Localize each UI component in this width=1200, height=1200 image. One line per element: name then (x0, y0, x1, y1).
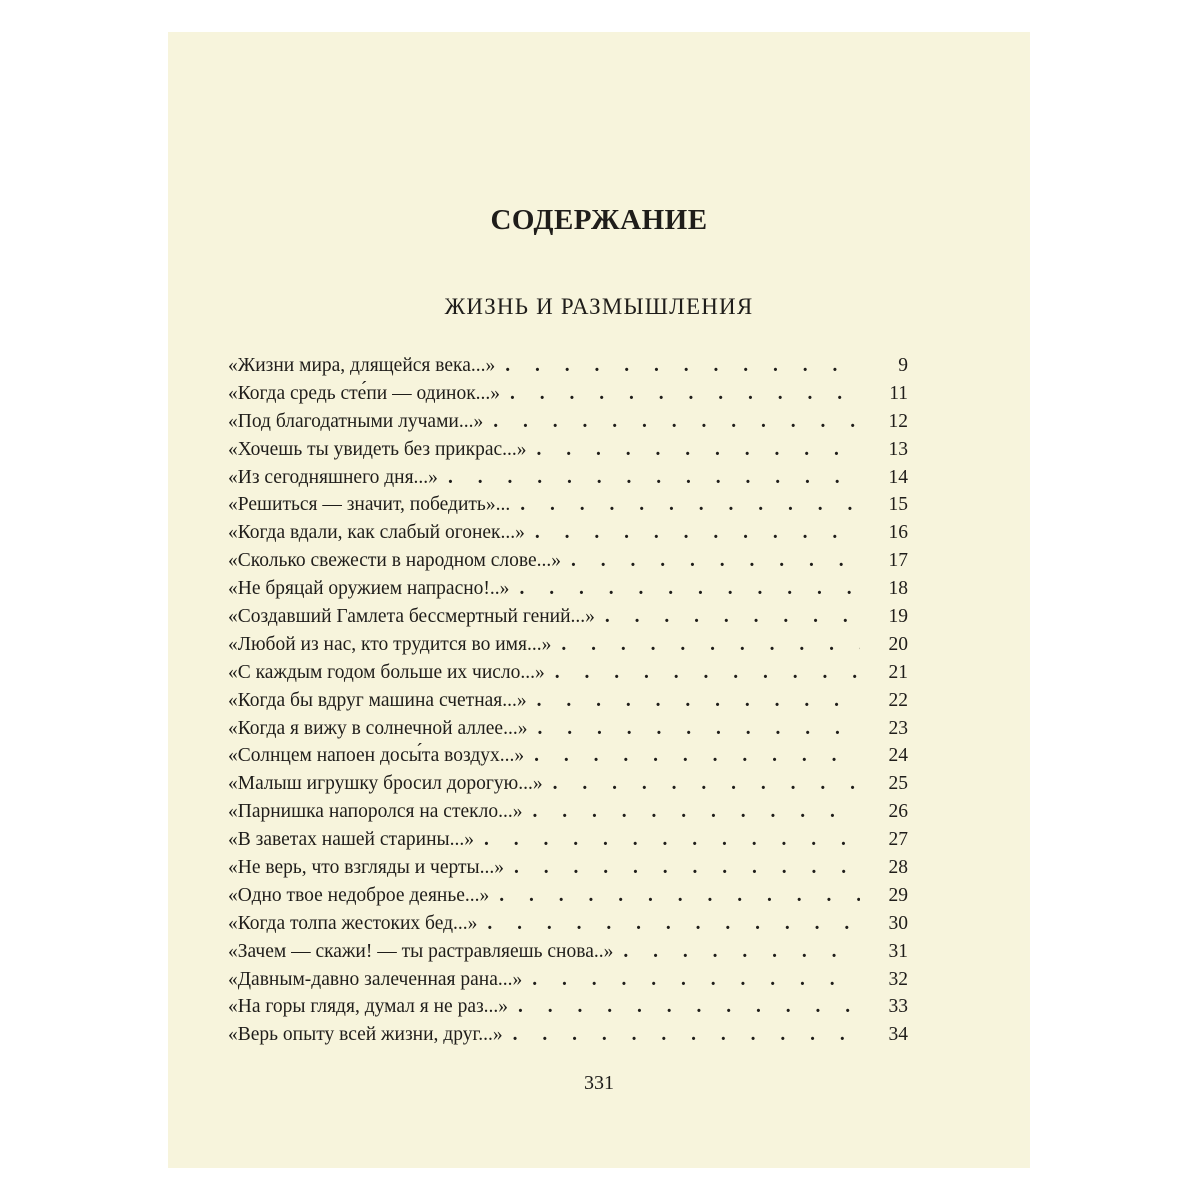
toc-entry (228, 659, 908, 687)
toc-entry (228, 1021, 908, 1049)
toc-entry-page: 14 (888, 466, 908, 488)
toc-entry (228, 547, 908, 575)
toc-entry (228, 715, 908, 743)
dot-leader (510, 380, 860, 408)
toc-entry-title: «Давным-давно залеченная рана...» (228, 968, 523, 990)
toc-entry-page: 34 (888, 1024, 908, 1046)
dot-leader (518, 993, 860, 1021)
toc-entry-title: «Когда бы вдруг машина счетная...» (228, 689, 527, 711)
dot-leader (532, 966, 860, 994)
toc-entry-title: «Любой из нас, кто трудится во имя...» (228, 633, 552, 655)
dot-leader (555, 659, 860, 687)
toc-entry-title: «Из сегодняшнего дня...» (228, 466, 438, 488)
toc-entry (228, 464, 908, 492)
page-title: СОДЕРЖАНИЕ (490, 204, 708, 236)
toc-entry-page: 19 (888, 606, 908, 628)
toc-entry (228, 882, 908, 910)
toc-entry (228, 798, 908, 826)
toc-entry-page: 11 (889, 382, 908, 404)
dot-leader (499, 882, 860, 910)
dot-leader (605, 603, 860, 631)
toc-entry-page: 30 (888, 912, 908, 934)
toc-entry-title: «Создавший Гамлета бессмертный гений...» (228, 606, 595, 628)
dot-leader (537, 687, 860, 715)
toc-entry-title: «С каждым годом больше их число...» (228, 661, 545, 683)
toc-entry-page: 21 (888, 661, 908, 683)
dot-leader (537, 436, 860, 464)
toc-entry-title: «Сколько свежести в народном слове...» (228, 550, 562, 572)
toc-list (228, 352, 908, 1049)
dot-leader (505, 352, 860, 380)
toc-entry-page: 27 (888, 829, 908, 851)
toc-entry-title: «Солнцем напоен досы́та воздух...» (228, 745, 525, 767)
toc-entry-page: 28 (888, 857, 908, 879)
toc-entry (228, 631, 908, 659)
toc-entry-title: «Когда я вижу в солнечной аллее...» (228, 717, 528, 739)
dot-leader (561, 631, 860, 659)
dot-leader (534, 742, 860, 770)
dot-leader (623, 938, 860, 966)
dot-leader (514, 854, 860, 882)
toc-entry-title: «Хочешь ты увидеть без прикрас...» (228, 438, 527, 460)
toc-entry-title: «Не бряцай оружием напрасно!..» (228, 578, 510, 600)
toc-entry-title: «Зачем — скажи! — ты растравляешь снова..» (228, 940, 614, 962)
toc-entry-title: «В заветах нашей старины...» (228, 829, 475, 851)
dot-leader (493, 408, 860, 436)
dot-leader (553, 770, 860, 798)
toc-entry (228, 770, 908, 798)
toc-entry-page: 31 (888, 940, 908, 962)
toc-entry-page: 18 (888, 578, 908, 600)
toc-entry (228, 436, 908, 464)
section-heading: ЖИЗНЬ И РАЗМЫШЛЕНИЯ (444, 294, 754, 319)
book-page (168, 32, 1030, 1168)
toc-entry (228, 966, 908, 994)
toc-entry-page: 17 (888, 550, 908, 572)
toc-entry-title: «Жизни мира, длящейся века...» (228, 355, 496, 376)
toc-entry-page: 16 (888, 522, 908, 544)
toc-entry-page: 24 (888, 745, 908, 767)
toc-entry-page: 32 (888, 968, 908, 990)
toc-entry-title: «Одно твое недоброе деянье...» (228, 884, 490, 906)
dot-leader (535, 519, 860, 547)
toc-entry-page: 9 (898, 355, 908, 376)
toc-entry-page: 20 (888, 633, 908, 655)
toc-entry-page: 13 (888, 438, 908, 460)
toc-entry-page: 33 (888, 996, 908, 1018)
toc-entry (228, 938, 908, 966)
toc-entry (228, 352, 908, 380)
toc-entry-title: «На горы глядя, думал я не раз...» (228, 996, 509, 1018)
dot-leader (484, 826, 860, 854)
dot-leader (520, 491, 860, 519)
toc-entry (228, 603, 908, 631)
toc-entry-page: 12 (888, 410, 908, 432)
toc-entry-page: 26 (888, 801, 908, 823)
toc-entry (228, 854, 908, 882)
toc-entry (228, 687, 908, 715)
toc-entry-title: «Когда толпа жестоких бед...» (228, 912, 478, 934)
toc-entry (228, 993, 908, 1021)
page-number: 331 (584, 1072, 614, 1094)
toc-entry (228, 575, 908, 603)
toc-entry (228, 742, 908, 770)
dot-leader (519, 575, 860, 603)
toc-entry (228, 826, 908, 854)
toc-entry-page: 29 (888, 884, 908, 906)
toc-entry-page: 23 (888, 717, 908, 739)
toc-entry-title: «Малыш игрушку бросил дорогую...» (228, 773, 543, 795)
dot-leader (571, 547, 860, 575)
toc-entry-title: «Верь опыту всей жизни, друг...» (228, 1024, 503, 1046)
toc-entry (228, 408, 908, 436)
toc-entry (228, 491, 908, 519)
toc-entry (228, 519, 908, 547)
toc-entry-title: «Когда средь сте́пи — одинок...» (228, 382, 501, 404)
toc-entry-page: 22 (888, 689, 908, 711)
dot-leader (487, 910, 860, 938)
toc-entry-title: «Не верь, что взгляды и черты...» (228, 857, 504, 879)
dot-leader (537, 715, 860, 743)
toc-entry (228, 910, 908, 938)
dot-leader (448, 464, 860, 492)
toc-entry (228, 380, 908, 408)
toc-entry-page: 15 (888, 494, 908, 516)
dot-leader (513, 1021, 860, 1049)
toc-entry-title: «Когда вдали, как слабый огонек...» (228, 522, 525, 544)
dot-leader (532, 798, 860, 826)
toc-entry-title: «Под благодатными лучами...» (228, 410, 484, 432)
toc-entry-title: «Решиться — значит, победить»... (228, 494, 511, 516)
toc-entry-title: «Парнишка напоролся на стекло...» (228, 801, 523, 823)
toc-entry-page: 25 (888, 773, 908, 795)
